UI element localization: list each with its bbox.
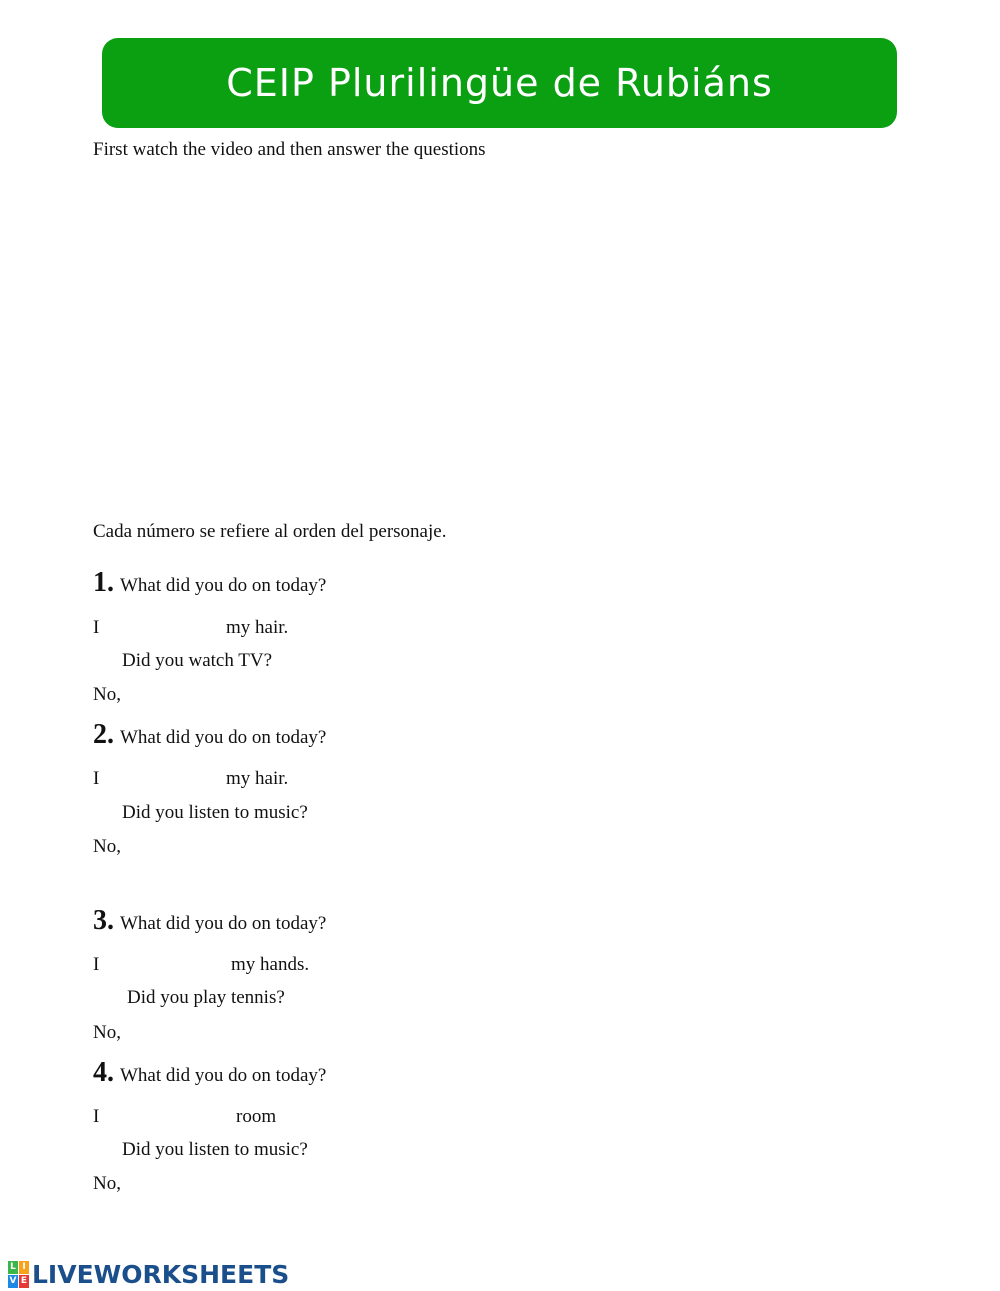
question-number: 2. xyxy=(93,719,114,750)
answer-prefix: I xyxy=(93,768,100,789)
answer-suffix: room xyxy=(236,1106,277,1127)
question-number: 4. xyxy=(93,1057,114,1088)
question-number: 1. xyxy=(93,567,114,598)
question-text: What did you do on today? xyxy=(120,575,327,596)
reply-blank[interactable] xyxy=(126,833,330,861)
liveworksheets-logo[interactable] xyxy=(8,1260,289,1288)
answer-blank[interactable] xyxy=(108,951,227,979)
question-text: What did you do on today? xyxy=(120,1065,327,1086)
reply-blank[interactable] xyxy=(126,681,330,709)
followup-question: Did you watch TV? xyxy=(122,650,273,671)
question-line xyxy=(93,720,326,753)
answer-blank[interactable] xyxy=(108,765,222,793)
logo-badge-icon xyxy=(8,1261,29,1288)
question-line xyxy=(93,906,326,939)
reply-text: No, xyxy=(93,1173,121,1194)
logo-badge-letter: L xyxy=(8,1261,18,1274)
question-text: What did you do on today? xyxy=(120,727,327,748)
reply-blank[interactable] xyxy=(126,1019,330,1047)
question-line xyxy=(93,1058,326,1091)
answer-suffix: my hair. xyxy=(226,768,289,789)
logo-badge-letter: V xyxy=(9,1275,17,1286)
reply-blank[interactable] xyxy=(126,1170,330,1198)
answer-suffix: my hands. xyxy=(231,954,310,975)
intro-text: First watch the video and then answer the questions xyxy=(93,139,486,160)
answer-blank[interactable] xyxy=(108,614,222,642)
school-title: CEIP Plurilingüe de Rubiáns xyxy=(226,61,773,105)
school-banner xyxy=(102,38,897,128)
logo-text: LIVEWORKSHEETS xyxy=(32,1259,290,1289)
answer-prefix: I xyxy=(93,617,100,638)
answer-suffix: my hair. xyxy=(226,617,289,638)
answer-prefix: I xyxy=(93,954,100,975)
reply-text: No, xyxy=(93,1022,121,1043)
question-number: 3. xyxy=(93,905,114,936)
reply-text: No, xyxy=(93,836,121,857)
instruction-note: Cada número se refiere al orden del personaje. xyxy=(93,521,447,542)
answer-prefix: I xyxy=(93,1106,100,1127)
logo-badge-letter: I xyxy=(19,1261,29,1274)
logo-badge-letter: E xyxy=(20,1275,28,1286)
reply-text: No, xyxy=(93,684,121,705)
question-text: What did you do on today? xyxy=(120,913,327,934)
followup-question: Did you play tennis? xyxy=(127,987,285,1008)
followup-question: Did you listen to music? xyxy=(122,802,308,823)
question-line xyxy=(93,568,326,601)
followup-question: Did you listen to music? xyxy=(122,1139,308,1160)
answer-blank[interactable] xyxy=(108,1103,232,1131)
